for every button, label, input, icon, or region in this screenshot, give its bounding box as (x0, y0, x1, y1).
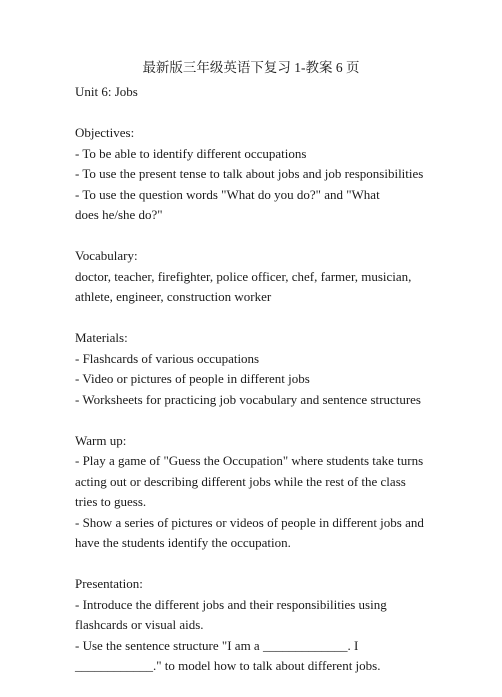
materials-item: - Worksheets for practicing job vocabulary and sentence structures (75, 391, 421, 407)
document-body (75, 82, 435, 697)
presentation-section (75, 574, 435, 677)
vocabulary-section (75, 246, 435, 308)
presentation-heading: Presentation: (75, 576, 143, 591)
objective-item: - To use the present tense to talk about jobs and job responsibilities (75, 166, 424, 181)
presentation-item: - Introduce the different jobs and their responsibilities using flashcards or visual aids. (75, 596, 387, 632)
materials-section (75, 328, 435, 410)
objectives-heading: Objectives: (75, 125, 135, 140)
objective-item: - To be able to identify different occupations (75, 145, 307, 161)
warm-up-item: - Play a game of "Guess the Occupation" where students take turns acting out or describing different jobs while the rest of the class tries to guess. (75, 453, 424, 509)
vocabulary-list: doctor, teacher, firefighter, police officer, chef, farmer, musician, athlete, engineer, construction worker (75, 268, 412, 304)
document-title: 最新版三年级英语下复习 1-教案 6 页 (142, 60, 360, 75)
presentation-item: - Use the sentence structure "I am a _____________. I ____________." to model how to talk about different jobs. (75, 637, 381, 673)
warm-up-section (75, 431, 435, 554)
unit-section (75, 82, 435, 103)
objective-item: - To use the question words "What do you do?" and "What does he/she do?" (75, 186, 380, 222)
warm-up-item: - Show a series of pictures or videos of people in different jobs and have the students identify the occupation. (75, 514, 424, 550)
materials-heading: Materials: (75, 330, 128, 345)
materials-item: - Video or pictures of people in different jobs (75, 371, 310, 386)
warm-up-heading: Warm up: (75, 432, 127, 448)
objectives-section (75, 123, 435, 226)
vocabulary-heading: Vocabulary: (75, 248, 138, 263)
unit-heading: Unit 6: Jobs (75, 84, 138, 99)
materials-item: - Flashcards of various occupations (75, 350, 260, 366)
